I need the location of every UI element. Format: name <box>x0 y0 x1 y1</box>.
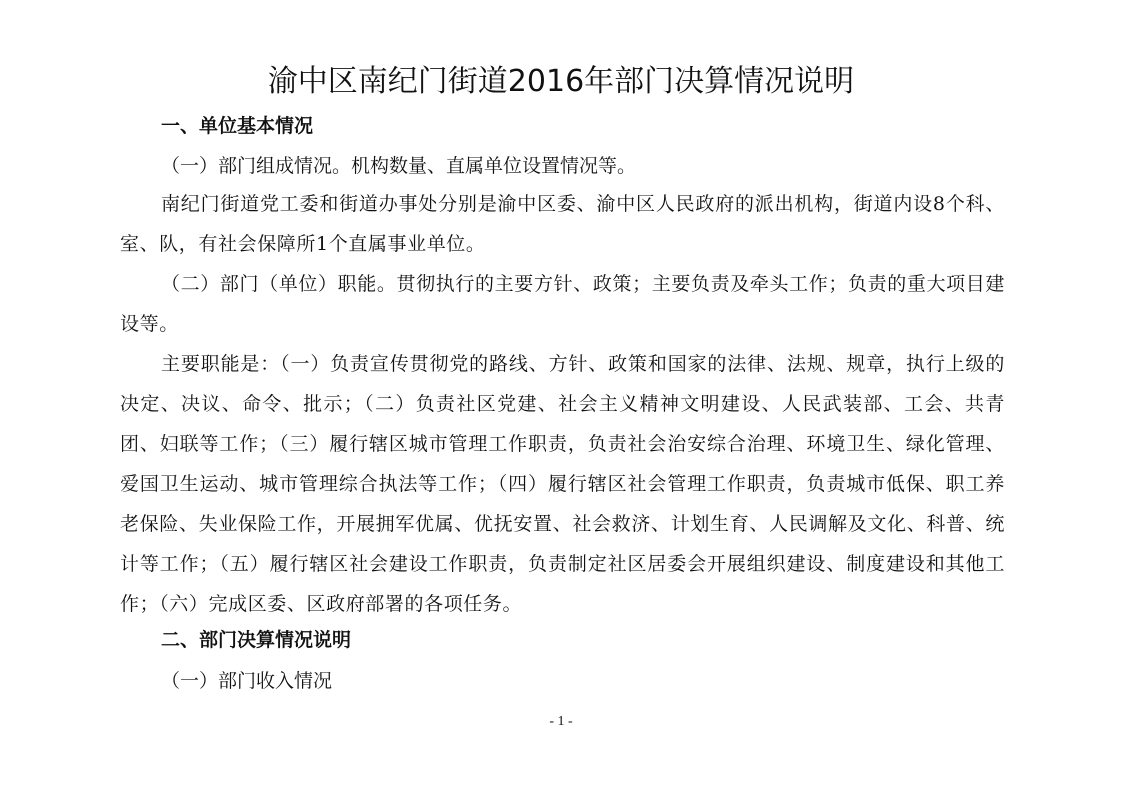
paragraph-functions-intro: （二）部门（单位）职能。贯彻执行的主要方针、政策；主要负责及牵头工作；负责的重大项目建设等。 <box>120 273 1005 335</box>
subsection-heading-composition: （一）部门组成情况。机构数量、直属单位设置情况等。 <box>161 155 637 177</box>
paragraph-composition: 南纪门街道党工委和街道办事处分别是渝中区委、渝中区人民政府的派出机构，街道内设8个科、室、队，有社会保障所1个直属事业单位。 <box>120 193 1005 255</box>
subsection-heading-income: （一）部门收入情况 <box>161 670 333 692</box>
document-title: 渝中区南纪门街道2016年部门决算情况说明 <box>267 64 855 99</box>
page-number: - 1 - <box>549 714 573 729</box>
paragraph-main-functions: 主要职能是：（一）负责宣传贯彻党的路线、方针、政策和国家的法律、法规、规章，执行上级的决定、决议、命令、批示；（二）负责社区党建、社会主义精神文明建设、人民武装部、工会、共青团、妇联等工作；（三）履行辖区城市管理工作职责，负责社会治安综合治理、环境卫生、绿化管理、爱国卫生运动、城市管理综合执法等工作；（四）履行辖区社会管理工作职责，负责城市低保、职工养老保险、失业保险工作，开展拥军优属、优抚安置、社会救济、计划生育、人民调解及文化、科普、统计等工作；（五）履行辖区社会建设工作职责，负责制定社区居委会开展组织建设、制度建设和其他工作；（六）完成区委、区政府部署的各项任务。 <box>120 353 1005 615</box>
section-heading-final-accounts: 二、部门决算情况说明 <box>161 629 352 651</box>
section-heading-basic-info: 一、单位基本情况 <box>161 115 314 137</box>
